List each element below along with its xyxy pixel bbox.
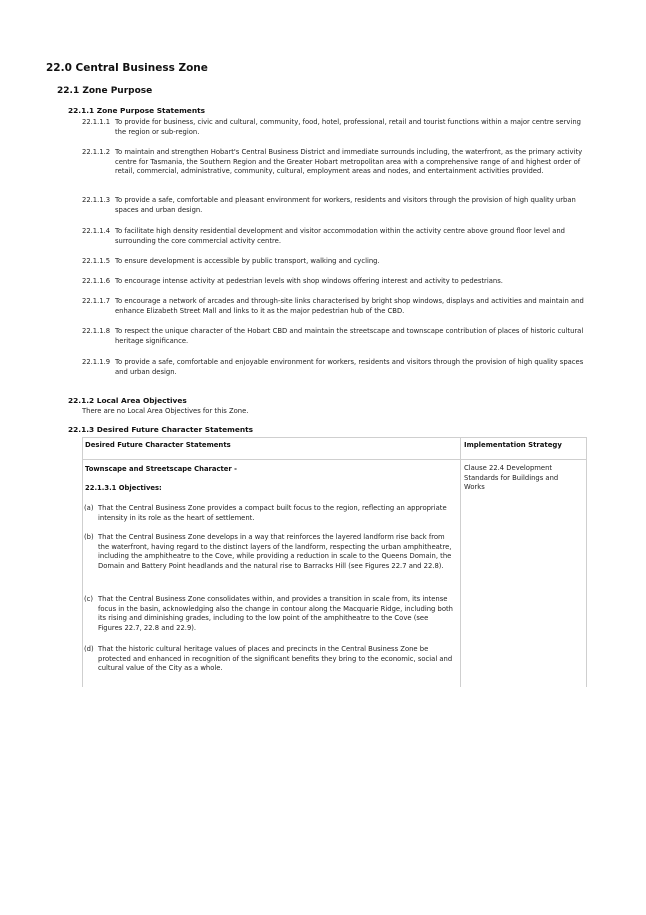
purpose-statements-heading: 22.1.1 Zone Purpose Statements — [68, 106, 206, 115]
table-border-top — [82, 437, 587, 438]
objectives-heading: 22.1.3.1 Objectives: — [85, 484, 162, 492]
zone-purpose-heading: 22.1 Zone Purpose — [57, 86, 153, 96]
objective-item: (a) That the Central Business Zone provides a compact built focus to the region, reflecting an appropriate intensity in its role as the heart of settlement. — [84, 504, 447, 522]
purpose-statement: 22.1.1.5 To ensure development is accessible by public transport, walking and cycling. — [82, 257, 380, 265]
purpose-statement: 22.1.1.2 To maintain and strengthen Hobart's Central Business District and immediate surrounds including, the waterfront, as the primary activity centre for Tasmania, the Southern Region and the Greater Hobart metropolitan area with a comprehensive range of and highest order of retail, commercial, administrative, community, cultural, employment areas and nodes, and entertainment activities provided. — [82, 148, 583, 175]
purpose-statement: 22.1.1.4 To facilitate high density residential development and visitor accommodation within the activity centre above ground floor level and surrounding the core commercial activity centre. — [82, 227, 565, 245]
purpose-statement: 22.1.1.1 To provide for business, civic and cultural, community, food, hotel, professional, retail and tourist functions within a major centre serving the region or sub-region. — [82, 118, 581, 136]
purpose-statement: 22.1.1.9 To provide a safe, comfortable and enjoyable environment for workers, residents and visitors through the provision of high quality spaces and urban design. — [82, 358, 584, 376]
column-header-implementation: Implementation Strategy — [464, 441, 562, 449]
row-title: Townscape and Streetscape Character - — [85, 465, 237, 473]
purpose-statement: 22.1.1.3 To provide a safe, comfortable and pleasant environment for workers, residents and visitors through the provision of high quality urban spaces and urban design. — [82, 196, 576, 214]
local-area-objectives-text: There are no Local Area Objectives for this Zone. — [82, 407, 249, 415]
purpose-statement: 22.1.1.7 To encourage a network of arcades and through-site links characterised by bright shop windows, displays and activities and maintain and enhance Elizabeth Street Mall and links to it as the major pedestrian hub of the CBD. — [82, 297, 584, 315]
objective-item: (c) That the Central Business Zone consolidates within, and provides a transition in scale from, its intense focus in the basin, acknowledging also the change in contour along the Macquarie Ridge, including both its rising and diminishing grades, including to the low point of the amphitheatre to the Cove (see Figures 22.7, 22.8 and 22.9). — [84, 595, 453, 632]
local-area-objectives-heading: 22.1.2 Local Area Objectives — [68, 396, 187, 405]
page-heading: 22.0 Central Business Zone — [46, 62, 208, 74]
desired-future-character-table — [82, 437, 587, 687]
purpose-statement: 22.1.1.8 To respect the unique character of the Hobart CBD and maintain the streetscape and townscape contribution of places of historic cultural heritage significance. — [82, 327, 584, 345]
objective-item: (d) That the historic cultural heritage values of places and precincts in the Central Business Zone be protected and enhanced in recognition of the significant benefits they bring to the economic, social and cultural value of the City as a whole. — [84, 645, 453, 672]
table-column-divider — [460, 437, 461, 687]
implementation-strategy-text: Clause 22.4 Development Standards for Buildings and Works — [464, 464, 559, 491]
table-border-left — [82, 437, 83, 687]
purpose-statement: 22.1.1.6 To encourage intense activity at pedestrian levels with shop windows offering interest and activity to pedestrians. — [82, 277, 503, 285]
table-header-divider — [82, 459, 587, 460]
table-border-right — [586, 437, 587, 687]
column-header-statements: Desired Future Character Statements — [85, 441, 231, 449]
desired-future-character-heading: 22.1.3 Desired Future Character Statements — [68, 425, 254, 434]
objective-item: (b) That the Central Business Zone develops in a way that reinforces the layered landform rise back from the waterfront, having regard to the distinct layers of the landform, respecting the urban amphitheatre, including the amphitheatre to the Cove, while providing a reduction in scale to the Queens Domain, the Domain and Battery Point headlands and the natural rise to Barracks Hill (see Figures 22.7 and 22.8). — [84, 533, 452, 570]
